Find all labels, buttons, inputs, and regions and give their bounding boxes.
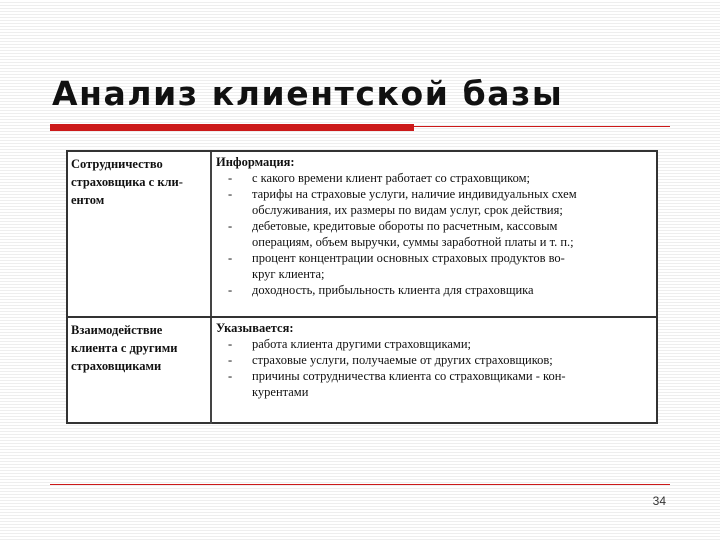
item-line: процент концентрации основных страховых продуктов во-: [252, 251, 565, 265]
item-line: дебетовые, кредитовые обороты по расчетным, кассовым: [252, 219, 558, 233]
item-line: причины сотрудничества клиента со страховщиками - кон-: [252, 369, 566, 383]
details-header: Информация:: [216, 155, 295, 169]
list-item: [216, 352, 652, 368]
category-line: страховщика с кли-: [71, 175, 183, 189]
footer-divider: [50, 484, 670, 485]
list-item: [216, 282, 652, 298]
dash-marker: -: [228, 171, 233, 185]
dash-marker: -: [228, 369, 233, 383]
details-header: Указывается:: [216, 321, 294, 335]
item-line: операциям, объем выручки, суммы заработной платы и т. п.;: [252, 235, 574, 249]
category-line: Сотрудничество: [71, 157, 163, 171]
row-category-cell: [71, 155, 207, 209]
table-row: [68, 316, 656, 424]
dash-marker: -: [228, 337, 233, 351]
dash-marker: -: [228, 219, 233, 233]
list-item: [216, 336, 652, 352]
list-item: [216, 218, 652, 250]
dash-marker: -: [228, 353, 233, 367]
title-underline: [414, 126, 670, 127]
dash-marker: -: [228, 283, 233, 297]
item-line: обслуживания, их размеры по видам услуг, срок действия;: [252, 203, 563, 217]
title-accent-bar: [50, 124, 414, 131]
row-details-cell: [216, 154, 652, 298]
item-line: тарифы на страховые услуги, наличие индивидуальных схем: [252, 187, 577, 201]
item-line: круг клиента;: [252, 267, 325, 281]
info-table: [66, 150, 658, 424]
page-number: 34: [652, 494, 666, 508]
list-item: [216, 368, 652, 400]
column-divider: [210, 318, 212, 424]
item-line: доходность, прибыльность клиента для страховщика: [252, 283, 534, 297]
item-line: с какого времени клиент работает со страховщиком;: [252, 171, 530, 185]
category-line: страховщиками: [71, 359, 162, 373]
list-item: [216, 170, 652, 186]
item-line: страховые услуги, получаемые от других страховщиков;: [252, 353, 553, 367]
slide-title: Анализ клиентской базы: [52, 74, 564, 113]
row-category-cell: [71, 321, 207, 375]
row-details-cell: [216, 320, 652, 400]
dash-marker: -: [228, 251, 233, 265]
list-item: [216, 186, 652, 218]
item-line: работа клиента другими страховщиками;: [252, 337, 472, 351]
category-line: ентом: [71, 193, 105, 207]
category-line: клиента с другими: [71, 341, 178, 355]
column-divider: [210, 152, 212, 316]
category-line: Взаимодействие: [71, 323, 163, 337]
list-item: [216, 250, 652, 282]
dash-marker: -: [228, 187, 233, 201]
table-row: [68, 152, 656, 316]
item-line: курентами: [252, 385, 309, 399]
